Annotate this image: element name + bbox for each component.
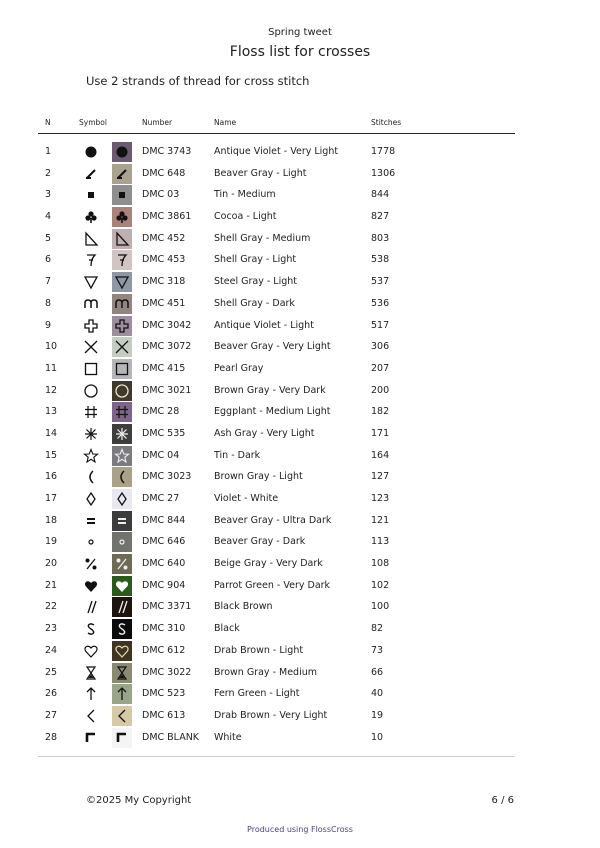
column-header-name: Name: [214, 118, 237, 127]
table-row: [0, 488, 600, 510]
table-row: [0, 315, 600, 337]
table-row: [0, 336, 600, 358]
stitch-count: 102: [371, 579, 390, 591]
row-index: 2: [45, 167, 52, 179]
column-header-stitches: Stitches: [371, 118, 402, 127]
color-swatch: [112, 728, 132, 748]
floss-number: DMC 3042: [142, 319, 192, 331]
star-outline-icon: [83, 448, 99, 464]
table-row: [0, 184, 600, 206]
row-index: 11: [45, 362, 58, 374]
row-index: 18: [45, 514, 58, 526]
stitch-count: 127: [371, 471, 390, 483]
floss-name: Brown Gray - Light: [214, 471, 303, 483]
seven-curve-icon: [83, 252, 99, 268]
page-number: 6 / 6: [491, 795, 514, 806]
column-header-number: Number: [142, 118, 173, 127]
color-swatch: [112, 402, 132, 422]
color-swatch: [112, 489, 132, 509]
stitch-count: 827: [371, 211, 390, 223]
row-index: 23: [45, 623, 58, 635]
filled-circle-icon: [83, 144, 99, 160]
color-swatch: [112, 684, 132, 704]
diamond-outline-icon: [83, 491, 99, 507]
floss-number: DMC 640: [142, 558, 186, 570]
square-outline-icon: [83, 361, 99, 377]
floss-name: White: [214, 731, 242, 743]
stitch-count: 536: [371, 297, 390, 309]
table-row: [0, 705, 600, 727]
double-slash-icon: [83, 599, 99, 615]
floss-number: DMC 844: [142, 514, 186, 526]
color-swatch: [112, 142, 132, 162]
hourglass-icon: [83, 665, 99, 681]
color-swatch: [112, 641, 132, 661]
s-letter-icon: [83, 621, 99, 637]
row-index: 12: [45, 384, 58, 396]
stitch-count: 82: [371, 623, 384, 635]
floss-number: DMC 415: [142, 362, 186, 374]
floss-name: Beige Gray - Very Dark: [214, 558, 323, 570]
color-swatch: [112, 597, 132, 617]
up-arrow-icon: [83, 686, 99, 702]
color-swatch: [112, 619, 132, 639]
floss-name: Eggplant - Medium Light: [214, 406, 331, 418]
table-row: [0, 662, 600, 684]
stitch-count: 844: [371, 189, 390, 201]
floss-number: DMC 451: [142, 297, 186, 309]
row-index: 10: [45, 341, 58, 353]
color-swatch: [112, 250, 132, 270]
stitch-count: 207: [371, 362, 390, 374]
stitch-count: 306: [371, 341, 390, 353]
color-swatch: [112, 532, 132, 552]
floss-name: Cocoa - Light: [214, 211, 277, 223]
floss-number: DMC 318: [142, 276, 186, 288]
floss-name: Antique Violet - Very Light: [214, 146, 339, 157]
floss-name: Black Brown: [214, 601, 273, 613]
stitch-count: 108: [371, 558, 390, 570]
color-swatch: [112, 337, 132, 357]
color-swatch: [112, 294, 132, 314]
small-square-icon: [83, 187, 99, 203]
column-header-symbol: Symbol: [79, 118, 107, 127]
table-row: [0, 466, 600, 488]
table-row: [0, 358, 600, 380]
color-swatch: [112, 467, 132, 487]
stitch-count: 66: [371, 666, 384, 678]
floss-number: DMC 3022: [142, 666, 192, 678]
stitch-count: 171: [371, 427, 390, 439]
floss-number: DMC 03: [142, 189, 180, 201]
table-row: [0, 618, 600, 640]
row-index: 13: [45, 406, 58, 418]
stitch-count: 10: [371, 731, 384, 743]
floss-name: Violet - White: [214, 493, 279, 504]
floss-name: Brown Gray - Medium: [214, 666, 318, 678]
stitch-count: 40: [371, 688, 384, 700]
table-row: [0, 683, 600, 705]
page-supertitle: Spring tweet: [268, 27, 332, 38]
table-row: [0, 401, 600, 423]
color-swatch: [112, 576, 132, 596]
floss-number: DMC 452: [142, 232, 186, 244]
row-index: 24: [45, 644, 58, 656]
table-row: [0, 228, 600, 250]
color-swatch: [112, 381, 132, 401]
row-index: 7: [45, 276, 52, 288]
stitch-count: 1778: [371, 146, 396, 157]
row-index: 14: [45, 427, 58, 439]
color-swatch: [112, 424, 132, 444]
row-index: 20: [45, 558, 58, 570]
floss-number: DMC 3861: [142, 211, 192, 223]
table-row: [0, 510, 600, 532]
left-chevron-icon: [83, 708, 99, 724]
floss-name: Fern Green - Light: [214, 688, 300, 700]
down-triangle-icon: [83, 274, 99, 290]
footer-divider: [38, 756, 515, 757]
table-row: [0, 141, 600, 163]
floss-number: DMC 3023: [142, 471, 192, 483]
stitch-count: 182: [371, 406, 390, 418]
stitch-count: 803: [371, 232, 390, 244]
heart-outline-icon: [83, 643, 99, 659]
color-swatch: [112, 663, 132, 683]
floss-number: DMC 3371: [142, 601, 192, 613]
floss-number: DMC 28: [142, 406, 180, 418]
floss-name: Beaver Gray - Very Light: [214, 341, 331, 353]
stitch-count: 1306: [371, 167, 396, 179]
asterisk-icon: [83, 426, 99, 442]
table-row: [0, 293, 600, 315]
stitch-count: 100: [371, 601, 390, 613]
color-swatch: [112, 359, 132, 379]
floss-number: DMC 453: [142, 254, 186, 266]
row-index: 5: [45, 232, 52, 244]
stitch-count: 164: [371, 449, 390, 461]
stitch-count: 123: [371, 493, 390, 504]
color-swatch: [112, 316, 132, 336]
color-swatch: [112, 229, 132, 249]
check-mark-icon: [83, 166, 99, 182]
row-index: 6: [45, 254, 52, 266]
floss-name: Tin - Dark: [214, 449, 261, 461]
floss-name: Shell Gray - Light: [214, 254, 297, 266]
floss-name: Drab Brown - Very Light: [214, 709, 328, 721]
corner-icon: [83, 730, 99, 746]
table-row: [0, 380, 600, 402]
floss-number: DMC 3072: [142, 341, 192, 353]
floss-number: DMC 04: [142, 449, 180, 461]
floss-number: DMC 27: [142, 493, 180, 504]
floss-name: Tin - Medium: [214, 189, 276, 201]
floss-number: DMC 646: [142, 536, 186, 548]
floss-name: Shell Gray - Medium: [214, 232, 311, 244]
floss-name: Pearl Gray: [214, 362, 264, 374]
row-index: 15: [45, 449, 58, 461]
table-row: [0, 249, 600, 271]
floss-name: Shell Gray - Dark: [214, 297, 295, 309]
stitch-count: 200: [371, 384, 390, 396]
stitch-count: 19: [371, 709, 384, 721]
plus-outline-icon: [83, 318, 99, 334]
table-row: [0, 206, 600, 228]
row-index: 8: [45, 297, 52, 309]
table-row: [0, 727, 600, 749]
circle-outline-icon: [83, 383, 99, 399]
row-index: 9: [45, 319, 52, 331]
floss-name: Beaver Gray - Light: [214, 167, 307, 179]
m-shape-icon: [83, 296, 99, 312]
floss-name: Beaver Gray - Ultra Dark: [214, 514, 332, 526]
table-row: [0, 423, 600, 445]
percent-icon: [83, 556, 99, 572]
table-row: [0, 163, 600, 185]
stitch-count: 538: [371, 254, 390, 266]
row-index: 17: [45, 493, 58, 504]
table-row: [0, 445, 600, 467]
floss-name: Steel Gray - Light: [214, 276, 297, 288]
row-index: 27: [45, 709, 58, 721]
floss-number: DMC 535: [142, 427, 186, 439]
floss-number: DMC 3021: [142, 384, 192, 396]
row-index: 16: [45, 471, 58, 483]
floss-name: Beaver Gray - Dark: [214, 536, 306, 548]
floss-name: Black: [214, 623, 240, 635]
color-swatch: [112, 207, 132, 227]
row-index: 22: [45, 601, 58, 613]
floss-number: DMC 310: [142, 623, 186, 635]
stitch-count: 113: [371, 536, 390, 548]
instructions-text: Use 2 strands of thread for cross stitch: [86, 74, 310, 88]
floss-name: Antique Violet - Light: [214, 319, 314, 331]
floss-number: DMC 523: [142, 688, 186, 700]
color-swatch: [112, 446, 132, 466]
table-row: [0, 553, 600, 575]
heart-filled-icon: [83, 578, 99, 594]
floss-name: Ash Gray - Very Light: [214, 427, 315, 439]
row-index: 26: [45, 688, 58, 700]
right-triangle-icon: [83, 231, 99, 247]
row-index: 25: [45, 666, 58, 678]
floss-number: DMC 612: [142, 644, 186, 656]
floss-name: Parrot Green - Very Dark: [214, 579, 331, 591]
row-index: 1: [45, 146, 52, 157]
color-swatch: [112, 272, 132, 292]
floss-table: [0, 141, 600, 748]
floss-number: DMC 648: [142, 167, 186, 179]
column-header-n: N: [45, 118, 51, 127]
row-index: 4: [45, 211, 52, 223]
stitch-count: 517: [371, 319, 390, 331]
table-row: [0, 575, 600, 597]
header-divider: [38, 133, 515, 134]
row-index: 3: [45, 189, 52, 201]
row-index: 21: [45, 579, 58, 591]
floss-name: Drab Brown - Light: [214, 644, 304, 656]
floss-number: DMC 613: [142, 709, 186, 721]
produced-by-text: Produced using FlossCross: [247, 825, 353, 834]
color-swatch: [112, 185, 132, 205]
club-icon: [83, 209, 99, 225]
copyright-text: ©2025 My Copyright: [86, 795, 192, 806]
page-title: Floss list for crosses: [229, 44, 371, 60]
x-cross-icon: [83, 339, 99, 355]
color-swatch: [112, 554, 132, 574]
stitch-count: 73: [371, 644, 384, 656]
floss-name: Brown Gray - Very Dark: [214, 384, 326, 396]
crescent-icon: [83, 469, 99, 485]
color-swatch: [112, 164, 132, 184]
table-row: [0, 531, 600, 553]
table-row: [0, 596, 600, 618]
stitch-count: 537: [371, 276, 390, 288]
floss-number: DMC 904: [142, 579, 186, 591]
color-swatch: [112, 511, 132, 531]
floss-number: DMC 3743: [142, 146, 192, 157]
row-index: 19: [45, 536, 58, 548]
hash-icon: [83, 404, 99, 420]
table-row: [0, 271, 600, 293]
color-swatch: [112, 706, 132, 726]
floss-number: DMC BLANK: [142, 731, 200, 743]
small-circle-icon: [83, 534, 99, 550]
row-index: 28: [45, 731, 58, 743]
stitch-count: 121: [371, 514, 390, 526]
equals-icon: [83, 513, 99, 529]
table-row: [0, 640, 600, 662]
